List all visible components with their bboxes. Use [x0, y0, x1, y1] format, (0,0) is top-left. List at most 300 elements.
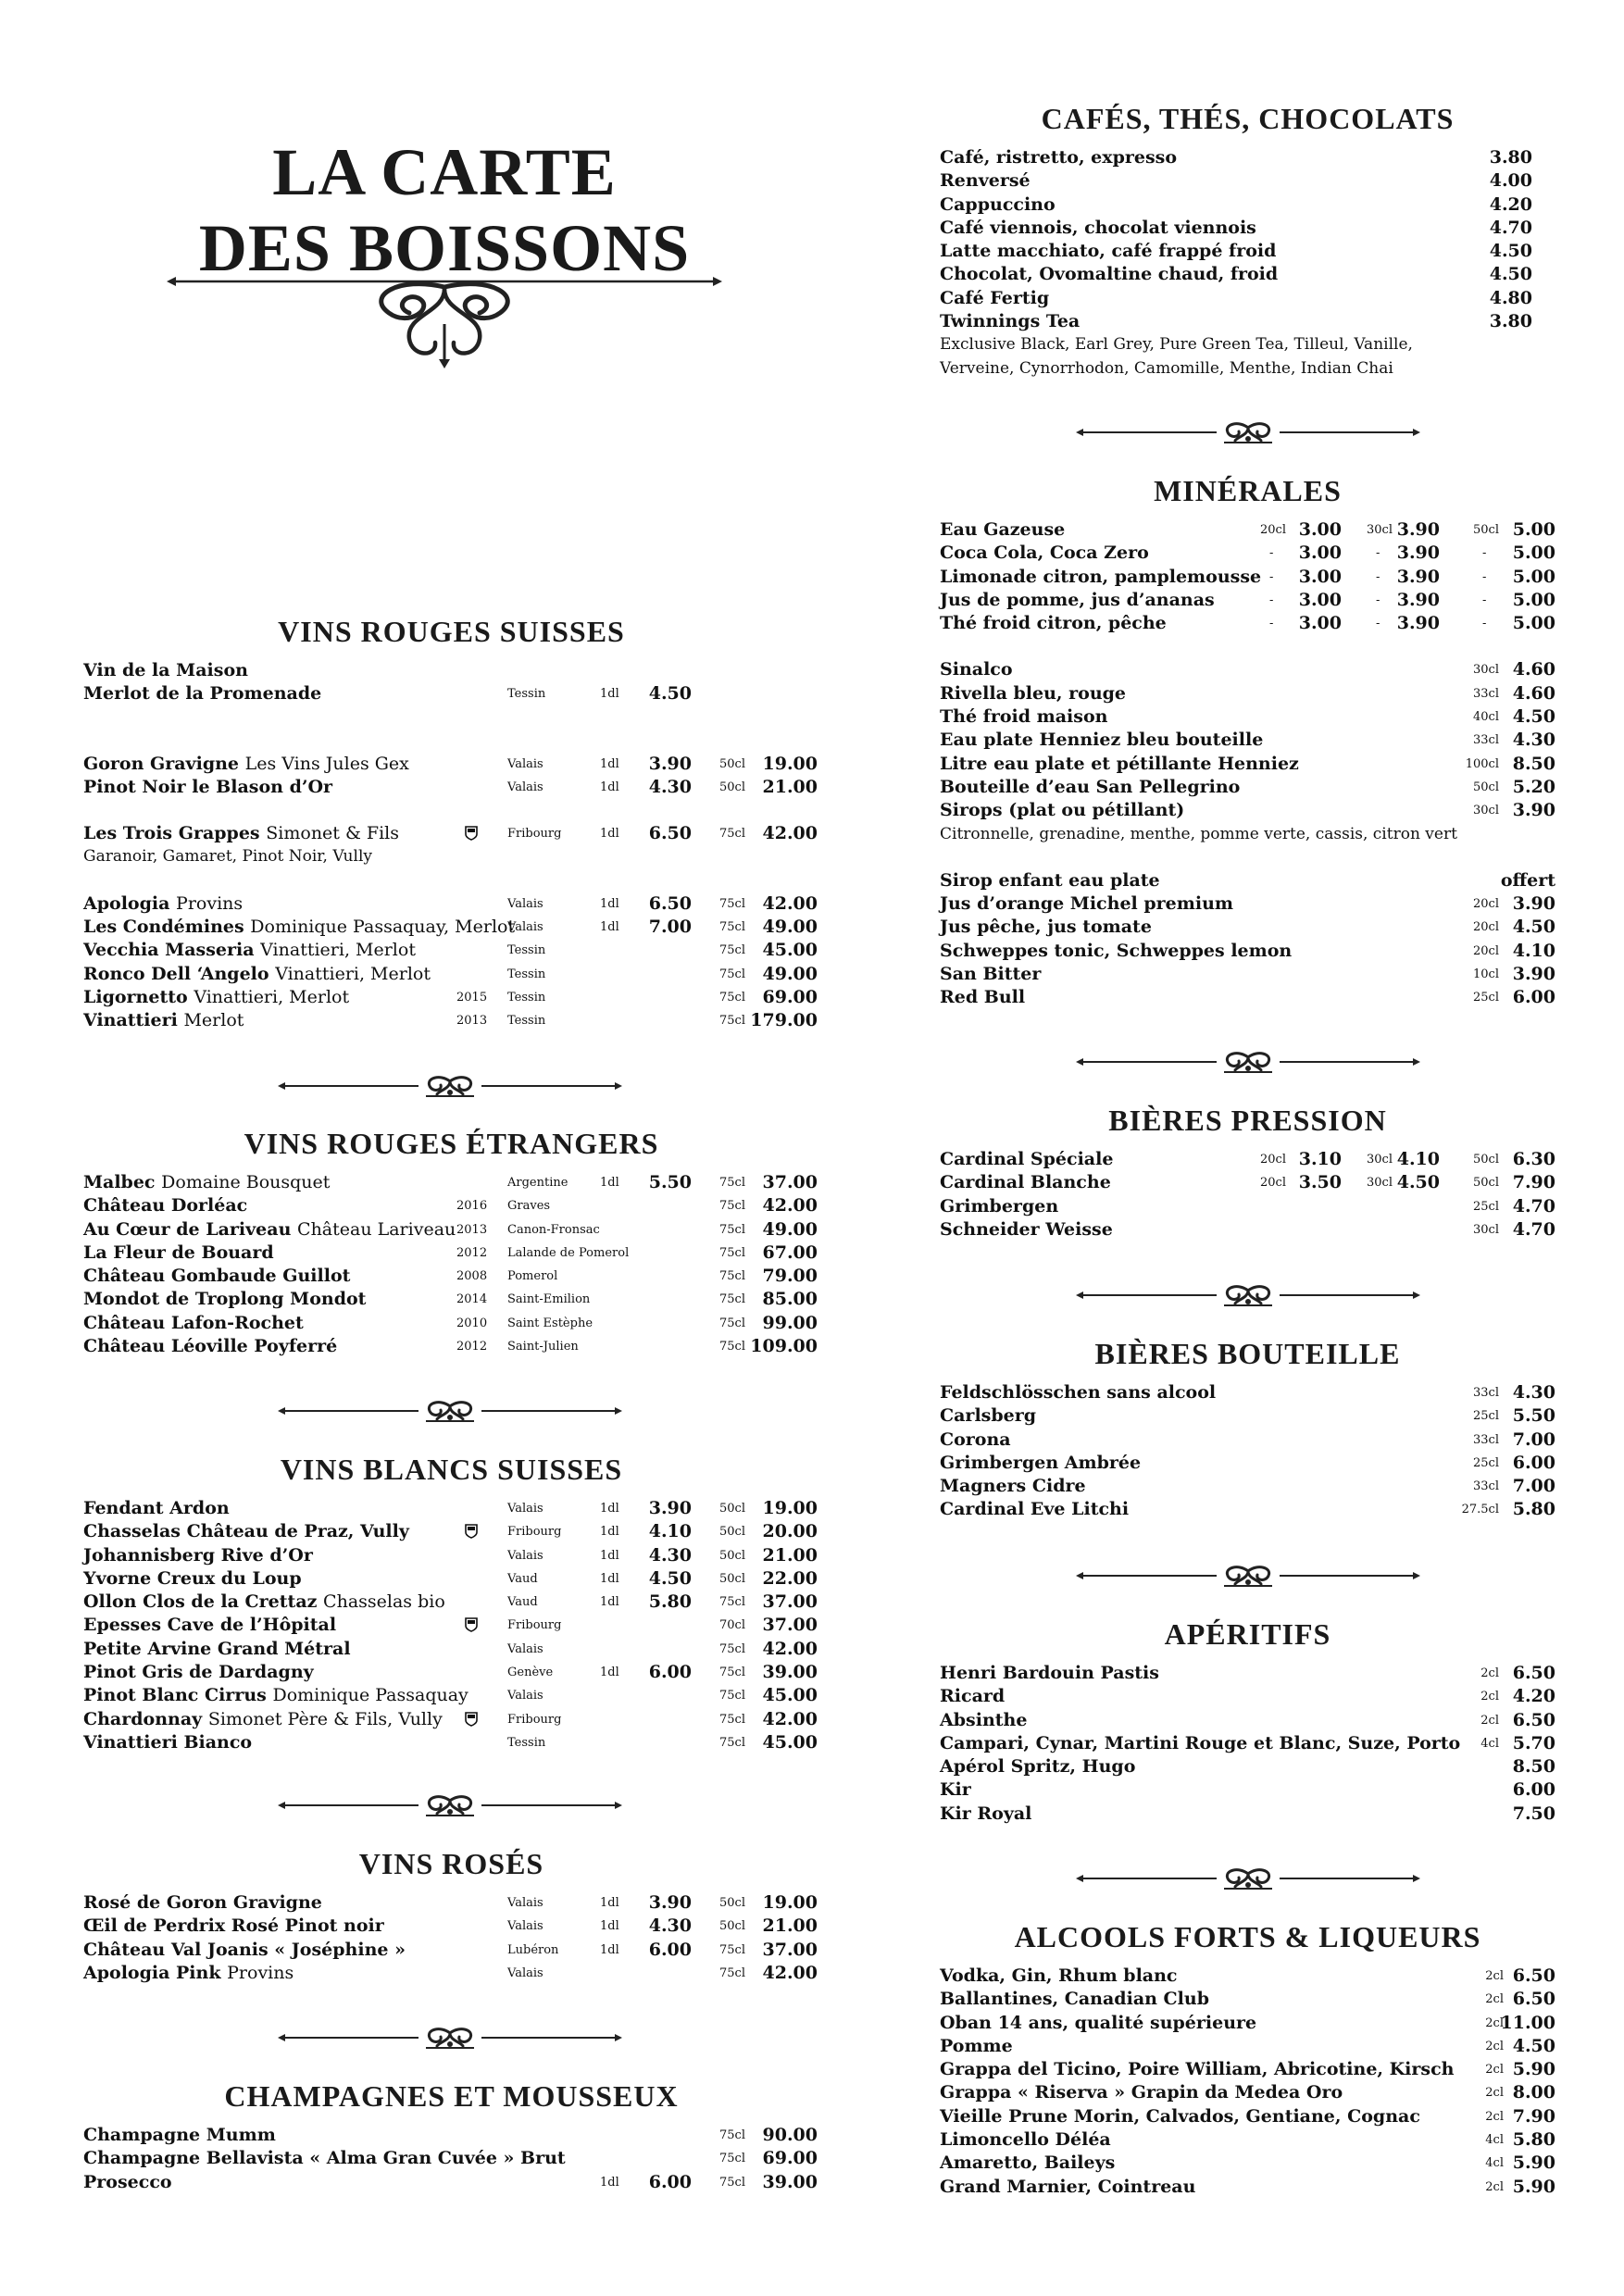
serving-size: 2cl — [1485, 1992, 1504, 2007]
price: 4.70 — [1512, 1218, 1555, 1240]
serving-size: 1dl — [600, 1176, 619, 1190]
wine-region: Lubéron — [507, 1942, 559, 1957]
vintage-year: 2013 — [456, 1014, 488, 1029]
item-name-text: Thé froid maison — [940, 706, 1108, 728]
serving-size: 75cl — [719, 920, 745, 935]
serving-size: 1dl — [600, 1548, 619, 1563]
item-name-text: Cardinal Blanche — [940, 1172, 1111, 1193]
item-name — [83, 1171, 330, 1194]
serving-size: 75cl — [719, 990, 745, 1004]
wine-region: Genève — [507, 1666, 554, 1680]
price: 5.00 — [1512, 589, 1555, 610]
price: 69.00 — [762, 986, 818, 1007]
item-name — [83, 986, 349, 1009]
item-name-text: Kir — [940, 1779, 971, 1801]
price: 37.00 — [762, 1939, 818, 1960]
item-name-text: Café, ristretto, expresso — [940, 147, 1178, 168]
item-name — [940, 566, 1261, 589]
price: 37.00 — [762, 1615, 818, 1636]
section-bieres-bouteille — [940, 1335, 1555, 1522]
wine-region: Valais — [507, 780, 543, 794]
item-name-text: Grimbergen Ambrée — [940, 1452, 1142, 1473]
serving-size: - — [1482, 593, 1487, 607]
item-name — [940, 310, 1080, 333]
price: 45.00 — [762, 1731, 818, 1753]
item-name-text: Limonade citron, pamplemousse — [940, 566, 1262, 587]
item-name — [940, 193, 1056, 217]
serving-size: 20cl — [1473, 943, 1499, 958]
item-name — [940, 2176, 1195, 2199]
serving-size: 75cl — [719, 1269, 745, 1284]
item-name-text: Café viennois, chocolat viennois — [940, 217, 1256, 238]
price: 3.90 — [1396, 566, 1440, 587]
menu-item-row — [940, 1965, 1555, 1988]
menu-item-row — [940, 1171, 1555, 1194]
item-name — [940, 753, 1299, 776]
item-name — [83, 1708, 443, 1731]
item-name-text: Sirops (plat ou pétillant) — [940, 800, 1185, 821]
price: 6.50 — [1512, 1709, 1555, 1730]
row-spacer — [83, 869, 819, 892]
item-name — [940, 892, 1233, 916]
wine-region: Fribourg — [507, 1525, 562, 1540]
item-name — [940, 940, 1292, 963]
price: 6.00 — [648, 1939, 692, 1960]
serving-size: 50cl — [1473, 523, 1499, 537]
vintage-year: 2008 — [456, 1269, 488, 1284]
item-name-text: Campari, Cynar, Martini Rouge et Blanc, Suze, Porto — [940, 1732, 1461, 1753]
serving-size: 2cl — [1485, 2109, 1504, 2124]
wine-region: Vaud — [507, 1595, 538, 1610]
item-name — [940, 518, 1065, 542]
item-name — [940, 612, 1167, 635]
price: 6.00 — [1512, 987, 1555, 1008]
menu-item-row — [940, 542, 1555, 565]
item-producer: Chasselas bio — [323, 1591, 445, 1613]
menu-item-row — [940, 146, 1555, 169]
price: 39.00 — [762, 2171, 818, 2192]
serving-size: 2cl — [1485, 2086, 1504, 2101]
price: 4.60 — [1512, 682, 1555, 704]
flourish-icon — [278, 2024, 622, 2052]
serving-size: 75cl — [719, 1666, 745, 1680]
item-name-text: Rivella bleu, rouge — [940, 682, 1127, 704]
row-spacer — [83, 799, 819, 822]
wine-region: Tessin — [507, 990, 546, 1004]
serving-size: - — [1376, 546, 1380, 561]
section-aperitifs — [940, 1616, 1555, 1826]
item-name-text: Cappuccino — [940, 193, 1056, 215]
serving-size: 1dl — [600, 687, 619, 702]
vintage-year: 2012 — [456, 1245, 488, 1260]
section-alcools — [940, 1918, 1555, 2199]
serving-size: 1dl — [600, 2175, 619, 2190]
item-name-text: La Fleur de Bouard — [83, 1242, 274, 1263]
item-name-text: Goron Gravigne — [83, 753, 240, 774]
item-name — [940, 1195, 1058, 1218]
item-name-text: Oban 14 ans, qualité supérieure — [940, 2012, 1257, 2033]
menu-item-row — [83, 2147, 819, 2170]
serving-size: 1dl — [600, 1571, 619, 1586]
item-producer: Vinattieri, Merlot — [260, 940, 416, 961]
price: 3.90 — [648, 1892, 692, 1913]
price: 5.00 — [1512, 543, 1555, 564]
menu-item-row — [940, 217, 1555, 240]
item-name-text: Limoncello Déléa — [940, 2129, 1111, 2151]
price: 4.30 — [648, 1915, 692, 1937]
price: 6.50 — [1512, 1965, 1555, 1986]
menu-item-row — [83, 1591, 819, 1614]
vintage-year: 2014 — [456, 1292, 488, 1307]
serving-size: 2cl — [1485, 2063, 1504, 2078]
item-name-text: Château Lafon-Rochet — [83, 1312, 304, 1333]
menu-item-row — [940, 658, 1555, 681]
wine-region: Valais — [507, 1502, 543, 1516]
wine-region: Saint Estèphe — [507, 1316, 593, 1330]
section-minerales — [940, 472, 1555, 1010]
menu-item-row — [83, 1194, 819, 1217]
price: 7.90 — [1512, 1172, 1555, 1193]
item-name-text: Carlsberg — [940, 1405, 1037, 1427]
wine-region: Tessin — [507, 1735, 546, 1750]
divider-ornament-icon — [278, 1072, 622, 1100]
item-name — [940, 2035, 1013, 2058]
vintage-year: 2016 — [456, 1199, 488, 1214]
item-description: Verveine, Cynorrhodon, Camomille, Menthe, Indian Chai — [940, 358, 1393, 378]
price: 49.00 — [762, 1218, 818, 1240]
coat-of-arms-icon — [465, 1712, 478, 1727]
item-name — [940, 2128, 1111, 2152]
price: 49.00 — [762, 917, 818, 938]
menu-item-row — [83, 1544, 819, 1567]
vintage-year: 2012 — [456, 1340, 488, 1354]
wine-region: Argentine — [507, 1176, 568, 1190]
serving-size: - — [1482, 617, 1487, 631]
serving-size: 75cl — [719, 1965, 745, 1980]
price: 19.00 — [762, 1498, 818, 1518]
price: 7.50 — [1512, 1803, 1555, 1824]
menu-item-row — [83, 963, 819, 986]
item-name — [940, 1778, 971, 1802]
price: 3.90 — [1512, 800, 1555, 821]
row-spacer — [940, 846, 1555, 869]
serving-size: 75cl — [719, 1292, 745, 1307]
item-name — [940, 240, 1276, 263]
item-name-text: Red Bull — [940, 987, 1026, 1008]
serving-size: 40cl — [1473, 710, 1499, 725]
menu-item-row — [940, 892, 1555, 916]
item-name — [83, 1194, 247, 1217]
menu-item-row — [940, 2035, 1555, 2058]
price: 4.70 — [1512, 1195, 1555, 1217]
price: 4.50 — [648, 1567, 692, 1589]
price: 42.00 — [762, 823, 818, 844]
menu-item-row — [940, 705, 1555, 729]
price: 85.00 — [762, 1289, 818, 1310]
serving-size: 33cl — [1473, 733, 1499, 748]
wine-region: Fribourg — [507, 1618, 562, 1633]
section-title: MINÉRALES — [1154, 474, 1342, 507]
serving-size: 75cl — [719, 1245, 745, 1260]
serving-size: 2cl — [1480, 1666, 1499, 1680]
price: 4.50 — [1396, 1172, 1440, 1193]
item-name-text: Ligornetto — [83, 986, 188, 1007]
serving-size: 75cl — [719, 896, 745, 911]
item-name — [940, 682, 1126, 705]
item-name — [83, 1335, 337, 1358]
price: 8.00 — [1512, 2082, 1555, 2103]
price: 7.00 — [1512, 1476, 1555, 1497]
serving-size: 1dl — [600, 896, 619, 911]
item-name-text: Magners Cidre — [940, 1476, 1086, 1497]
price: 4.30 — [1512, 730, 1555, 751]
menu-item-row — [83, 1288, 819, 1311]
item-name — [83, 1544, 313, 1567]
price: 3.80 — [1489, 311, 1532, 332]
item-name — [940, 799, 1184, 822]
price: 4.30 — [1512, 1382, 1555, 1403]
price: 4.50 — [1512, 2035, 1555, 2056]
price: 4.10 — [648, 1521, 692, 1542]
price: 45.00 — [762, 1685, 818, 1706]
menu-item-row — [940, 2105, 1555, 2128]
menu-item-row — [940, 1429, 1555, 1452]
item-name — [83, 1915, 384, 1938]
section-cafes — [940, 100, 1555, 381]
price: 4.10 — [1396, 1149, 1440, 1169]
price: 109.00 — [750, 1336, 818, 1357]
item-name — [83, 1497, 230, 1520]
section-title: VINS ROSÉS — [358, 1847, 544, 1880]
serving-size: 4cl — [1485, 2156, 1504, 2171]
serving-size: 75cl — [719, 1014, 745, 1029]
menu-item-row — [940, 1195, 1555, 1218]
menu-item-row — [940, 240, 1555, 263]
item-producer: Simonet & Fils — [266, 823, 400, 844]
wine-region: Fribourg — [507, 827, 562, 842]
menu-item-row — [940, 287, 1555, 310]
item-name-text: Schneider Weisse — [940, 1218, 1113, 1240]
menu-item-row — [83, 776, 819, 799]
price: 67.00 — [762, 1242, 818, 1263]
divider-ornament-icon — [278, 1791, 622, 1819]
section-bieres-pression — [940, 1102, 1555, 1242]
price: 5.50 — [1512, 1405, 1555, 1427]
item-name-text: Au Cœur de Lariveau — [83, 1218, 292, 1240]
menu-item-row — [940, 566, 1555, 589]
menu-item-row — [83, 2124, 819, 2147]
serving-size: 25cl — [1473, 1409, 1499, 1424]
serving-size: 2cl — [1480, 1713, 1499, 1728]
price: 4.00 — [1489, 170, 1532, 192]
menu-item-row — [83, 1335, 819, 1358]
section-title: CAFÉS, THÉS, CHOCOLATS — [1041, 102, 1455, 135]
serving-size: 75cl — [719, 1641, 745, 1656]
divider-ornament-icon — [1076, 1281, 1420, 1309]
wine-region: Valais — [507, 756, 543, 771]
menu-item-row — [83, 1520, 819, 1543]
item-name — [83, 1891, 322, 1915]
serving-size: 75cl — [719, 943, 745, 958]
item-name — [940, 1755, 1135, 1778]
price: 5.80 — [648, 1591, 692, 1613]
serving-size: - — [1376, 569, 1380, 584]
serving-size: 33cl — [1473, 1432, 1499, 1447]
serving-size: - — [1376, 617, 1380, 631]
item-name — [940, 542, 1149, 565]
menu-item-row — [940, 2012, 1555, 2035]
serving-size: 1dl — [600, 920, 619, 935]
menu-item-row — [940, 589, 1555, 612]
item-name-text: Champagne Mumm — [83, 2125, 276, 2145]
item-name — [83, 1661, 314, 1684]
menu-item-row — [83, 1265, 819, 1288]
serving-size: 75cl — [719, 1316, 745, 1330]
price: 37.00 — [762, 1591, 818, 1613]
menu-item-row — [940, 986, 1555, 1009]
flourish-icon — [1076, 1865, 1420, 1892]
price: 5.90 — [1512, 2059, 1555, 2080]
serving-size: 100cl — [1465, 756, 1499, 771]
price: 42.00 — [762, 1195, 818, 1217]
serving-size: 75cl — [719, 1199, 745, 1214]
menu-item-row — [940, 1662, 1555, 1685]
item-name-text: Sinalco — [940, 659, 1013, 680]
price: 5.90 — [1512, 2176, 1555, 2197]
section-champagnes — [83, 2078, 819, 2194]
item-name — [940, 1988, 1209, 2011]
price: 6.00 — [648, 2171, 692, 2192]
item-name — [83, 1939, 406, 1962]
item-name-text: Fendant Ardon — [83, 1498, 230, 1518]
serving-size: 50cl — [719, 1548, 745, 1563]
price: 8.50 — [1512, 753, 1555, 774]
serving-size: 1dl — [600, 1595, 619, 1610]
flourish-icon — [1076, 1281, 1420, 1309]
item-producer: Dominique Passaquay, Merlot — [250, 917, 516, 938]
item-name — [940, 869, 1160, 892]
item-name — [83, 753, 409, 776]
price: 3.90 — [1512, 964, 1555, 985]
menu-item-row — [940, 940, 1555, 963]
menu-item-row — [83, 1312, 819, 1335]
item-name-text: Feldschlösschen sans alcool — [940, 1382, 1217, 1403]
item-name-text: Malbec — [83, 1172, 156, 1192]
item-name — [940, 705, 1107, 729]
item-name-text: Pinot Gris de Dardagny — [83, 1662, 314, 1683]
price: 5.80 — [1512, 2129, 1555, 2151]
price: 3.90 — [648, 1498, 692, 1518]
wine-region: Canon-Fronsac — [507, 1222, 600, 1237]
item-producer: Les Vins Jules Gex — [244, 753, 409, 774]
price: 3.00 — [1298, 589, 1342, 610]
divider-ornament-icon — [278, 2024, 622, 2052]
price: 42.00 — [762, 1638, 818, 1659]
price: 3.00 — [1298, 543, 1342, 564]
item-name-text: Petite Arvine Grand Métral — [83, 1638, 351, 1659]
menu-item-row — [940, 1218, 1555, 1242]
wine-region: Valais — [507, 920, 543, 935]
item-name — [940, 916, 1152, 939]
price: 19.00 — [762, 753, 818, 774]
wine-region: Fribourg — [507, 1712, 562, 1727]
serving-size: 25cl — [1473, 1199, 1499, 1214]
item-producer: Simonet Père & Fils, Vully — [207, 1708, 443, 1729]
serving-size: - — [1269, 546, 1274, 561]
menu-item-row — [940, 1988, 1555, 2011]
item-name — [940, 169, 1031, 193]
price: 6.00 — [1512, 1779, 1555, 1801]
serving-size: 20cl — [1260, 1176, 1286, 1191]
item-name-text: Les Trois Grappes — [83, 823, 260, 844]
item-name-text: Les Condémines — [83, 917, 244, 938]
menu-item-row — [83, 986, 819, 1009]
price: 90.00 — [762, 2125, 818, 2145]
serving-size: 75cl — [719, 1942, 745, 1957]
serving-size: 30cl — [1473, 663, 1499, 678]
section-vins-roses — [83, 1845, 819, 1985]
price: 6.50 — [648, 892, 692, 914]
menu-item-row — [940, 2058, 1555, 2081]
item-name — [940, 1171, 1111, 1194]
flourish-icon — [278, 1791, 622, 1819]
serving-size: 20cl — [1260, 523, 1286, 537]
item-name-text: Grappa del Ticino, Poire William, Abricotine, Kirsch — [940, 2059, 1455, 2080]
item-name-text: Château Léoville Poyferré — [83, 1336, 338, 1357]
menu-item-row — [83, 916, 819, 939]
serving-size: 1dl — [600, 1919, 619, 1934]
item-name — [83, 1520, 409, 1543]
item-name-text: Champagne Bellavista « Alma Gran Cuvée » Brut — [83, 2148, 566, 2169]
row-spacer — [83, 730, 819, 753]
price: 3.00 — [1298, 519, 1342, 540]
item-name — [940, 1475, 1086, 1498]
item-name — [83, 2124, 276, 2147]
item-name — [940, 2081, 1343, 2104]
price: 7.90 — [1512, 2105, 1555, 2127]
menu-item-row — [83, 1731, 819, 1754]
item-name — [83, 776, 332, 799]
item-name — [83, 2147, 566, 2170]
item-name-text: Chasselas Château de Praz, Vully — [83, 1521, 409, 1542]
item-description: Garanoir, Gamaret, Pinot Noir, Vully — [83, 847, 372, 867]
flourish-icon — [1076, 418, 1420, 446]
item-name-text: Pomme — [940, 2035, 1013, 2056]
section-vins-rouges-suisses — [83, 613, 819, 1033]
menu-item-row — [83, 822, 819, 845]
price: 69.00 — [762, 2148, 818, 2169]
item-name-text: Jus de pomme, jus d’ananas — [940, 589, 1215, 610]
serving-size: 30cl — [1473, 804, 1499, 818]
item-name-text: Rosé de Goron Gravigne — [83, 1892, 322, 1913]
serving-size: 33cl — [1473, 1386, 1499, 1400]
serving-size: 75cl — [719, 1222, 745, 1237]
price: 3.00 — [1298, 613, 1342, 634]
menu-item-row — [940, 1148, 1555, 1171]
price: 5.00 — [1512, 566, 1555, 587]
price: 3.90 — [648, 753, 692, 774]
menu-item-row — [940, 1452, 1555, 1475]
item-name — [83, 822, 399, 845]
item-name — [83, 1218, 456, 1242]
item-name — [940, 1218, 1113, 1242]
item-name-text: Jus pêche, jus tomate — [940, 917, 1152, 938]
price: 42.00 — [762, 1962, 818, 1983]
item-name — [940, 658, 1013, 681]
item-description: Citronnelle, grenadine, menthe, pomme verte, cassis, citron vert — [940, 824, 1457, 843]
serving-size: - — [1482, 546, 1487, 561]
price: 7.00 — [1512, 1429, 1555, 1450]
